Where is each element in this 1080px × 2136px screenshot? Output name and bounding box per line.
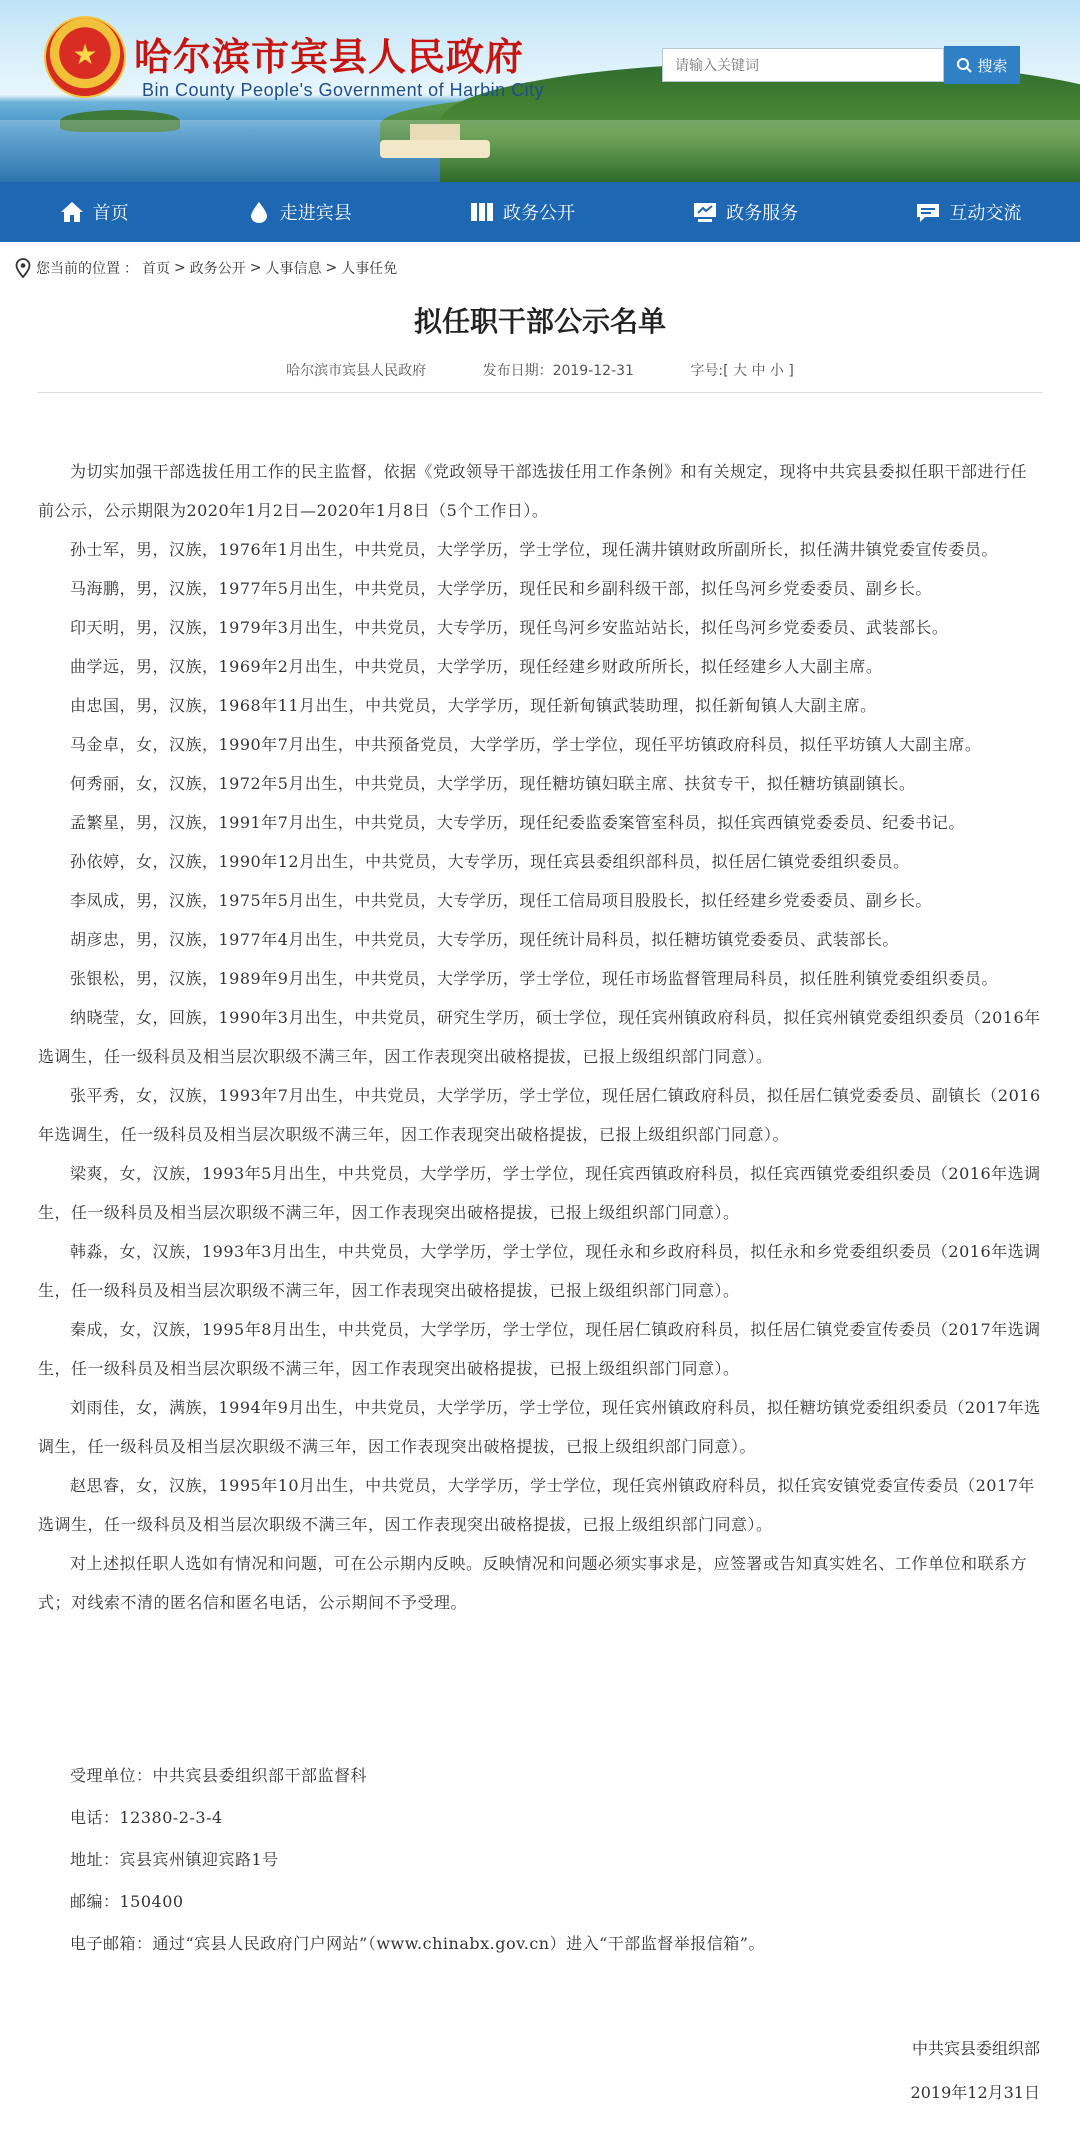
nav-item-about[interactable] (246, 199, 352, 225)
article-paragraph: 马金卓，女，汉族，1990年7月出生，中共预备党员，大学学历，学士学位，现任平坊镇政府科员，拟任平坊镇人大副主席。 (70, 735, 982, 754)
nav-item-label: 首页 (92, 203, 129, 224)
article-paragraph: 为切实加强干部选拔任用工作的民主监督，依据《党政领导干部选拔任用工作条例》和有关规定，现将中共宾县委拟任职干部进行任前公示，公示期限为2020年1月2日—2020年1月8日（5个工作日）。 (38, 462, 1028, 520)
article-paragraph: 李凤成，男，汉族，1975年5月出生，中共党员，大专学历，现任工信局项目股股长，拟任经建乡党委委员、副乡长。 (70, 891, 932, 910)
contact-postcode: 邮编：150400 (70, 1892, 184, 1911)
article-paragraph: 孟繁星，男，汉族，1991年7月出生，中共党员，大专学历，现任纪委监委案管室科员，拟任宾西镇党委委员、纪委书记。 (70, 813, 965, 832)
signature: 中共宾县委组织部 (911, 2039, 1040, 2058)
nav-item-affairs[interactable] (469, 199, 575, 225)
nav-item-label: 互动交流 (949, 203, 1022, 224)
nav-item-home[interactable] (59, 199, 129, 225)
site-subtitle: Bin County People's Government of Harbin City (142, 80, 545, 100)
nav-item-label: 政务服务 (726, 203, 799, 224)
banner-water (0, 120, 1080, 182)
article-paragraph: 纳晓莹，女，回族，1990年3月出生，中共党员，研究生学历，硕士学位，现任宾州镇政府科员，拟任宾州镇党委组织委员（2016年选调生，任一级科员及相当层次职级不满三年，因工作表现突出破格提拔，已报上级组织部门同意）。 (38, 1008, 1041, 1066)
article-paragraph: 孙依婷，女，汉族，1990年12月出生，中共党员，大专学历，现任宾县委组织部科员，拟任居仁镇党委组织委员。 (70, 852, 910, 871)
font-size-switcher[interactable]: 字号:[ 大 中 小 ] (690, 363, 794, 379)
article-paragraph: 马海鹏，男，汉族，1977年5月出生，中共党员，大学学历，现任民和乡副科级干部，拟任鸟河乡党委委员、副乡长。 (70, 579, 932, 598)
header-banner (0, 0, 1080, 182)
signature-date: 2019年12月31日 (910, 2083, 1040, 2102)
contact-info (38, 1755, 1042, 1965)
breadcrumb-appointments[interactable]: 人事任免 (341, 261, 398, 277)
contact-address: 地址：宾县宾州镇迎宾路1号 (70, 1850, 279, 1869)
article-date: 发布日期：2019-12-31 (482, 363, 634, 379)
search-icon (956, 57, 972, 73)
article-paragraph: 对上述拟任职人选如有情况和问题，可在公示期内反映。反映情况和问题必须实事求是，应签署或告知真实姓名、工作单位和联系方式；对线索不清的匿名信和匿名电话，公示期间不予受理。 (38, 1554, 1028, 1612)
contact-unit: 受理单位：中共宾县委组织部干部监督科 (70, 1766, 368, 1785)
site-title[interactable]: 哈尔滨市宾县人民政府 (134, 34, 525, 79)
article-paragraph: 曲学远，男，汉族，1969年2月出生，中共党员，大学学历，现任经建乡财政所所长，拟任经建乡人大副主席。 (70, 657, 883, 676)
article-paragraph: 孙士军，男，汉族，1976年1月出生，中共党员，大学学历，学士学位，现任满井镇财政所副所长，拟任满井镇党委宣传委员。 (70, 540, 998, 559)
chat-icon (915, 200, 941, 224)
article-paragraph: 刘雨佳，女，满族，1994年9月出生，中共党员，大学学历，学士学位，现任宾州镇政府科员，拟任糖坊镇党委组织委员（2017年选调生，任一级科员及相当层次职级不满三年，因工作表现突出破格提拔，已报上级组织部门同意）。 (38, 1398, 1041, 1456)
breadcrumb-home[interactable]: 首页 (142, 261, 170, 277)
search-button-label: 搜索 (977, 56, 1008, 75)
contact-phone: 电话：12380-2-3-4 (70, 1808, 223, 1827)
nav-item-label: 走进宾县 (279, 203, 352, 224)
monitor-icon (692, 200, 718, 224)
article-paragraph: 张银松，男，汉族，1989年9月出生，中共党员，大学学历，学士学位，现任市场监督管理局科员，拟任胜利镇党委组织委员。 (70, 969, 998, 988)
article-paragraph: 梁爽，女，汉族，1993年5月出生，中共党员，大学学历，学士学位，现任宾西镇政府科员，拟任宾西镇党委组织委员（2016年选调生，任一级科员及相当层次职级不满三年，因工作表现突出破格提拔，已报上级组织部门同意）。 (38, 1164, 1041, 1222)
article-paragraph: 何秀丽，女，汉族，1972年5月出生，中共党员，大学学历，现任糖坊镇妇联主席、扶贫专干，拟任糖坊镇副镇长。 (70, 774, 916, 793)
main-nav (0, 182, 1080, 242)
drop-icon (246, 200, 272, 224)
national-emblem-icon: ★ (44, 16, 126, 98)
home-icon (59, 200, 85, 224)
article-paragraph: 赵思睿，女，汉族，1995年10月出生，中共党员，大学学历，学士学位，现任宾州镇政府科员，拟任宾安镇党委宣传委员（2017年选调生，任一级科员及相当层次职级不满三年，因工作表现突出破格提拔，已报上级组织部门同意）。 (38, 1476, 1035, 1534)
search-input[interactable] (662, 48, 944, 82)
article-paragraph: 秦成，女，汉族，1995年8月出生，中共党员，大学学历，学士学位，现任居仁镇政府科员，拟任居仁镇党委宣传委员（2017年选调生，任一级科员及相当层次职级不满三年，因工作表现突出破格提拔，已报上级组织部门同意）。 (38, 1320, 1041, 1378)
location-pin-icon (14, 258, 32, 278)
article-body (38, 452, 1042, 1622)
breadcrumb-personnel[interactable]: 人事信息 (265, 261, 322, 277)
nav-item-label: 政务公开 (502, 203, 575, 224)
article-source: 哈尔滨市宾县人民政府 (286, 363, 427, 379)
page-title: 拟任职干部公示名单 (413, 305, 666, 338)
article-paragraph: 张平秀，女，汉族，1993年7月出生，中共党员，大学学历，学士学位，现任居仁镇政府科员，拟任居仁镇党委委员、副镇长（2016年选调生，任一级科员及相当层次职级不满三年，因工作表现突出破格提拔，已报上级组织部门同意）。 (38, 1086, 1041, 1144)
banner-boat (380, 140, 490, 158)
article-paragraph: 胡彦忠，男，汉族，1977年4月出生，中共党员，大专学历，现任统计局科员，拟任糖坊镇党委委员、武装部长。 (70, 930, 899, 949)
nav-item-interaction[interactable] (915, 199, 1021, 225)
search-button[interactable] (944, 46, 1020, 84)
contact-email: 电子邮箱：通过“宾县人民政府门户网站”（www.chinabx.gov.cn）进入“干部监督举报信箱”。 (70, 1934, 765, 1953)
breadcrumb: 您当前的位置 ： 首页 > 政务公开 > 人事信息 > 人事任免 (14, 258, 397, 278)
breadcrumb-prefix: 您当前的位置 (36, 261, 120, 277)
article-meta (0, 360, 1080, 380)
article-paragraph: 韩淼，女，汉族，1993年3月出生，中共党员，大学学历，学士学位，现任永和乡政府科员，拟任永和乡党委组织委员（2016年选调生，任一级科员及相当层次职级不满三年，因工作表现突出破格提拔，已报上级组织部门同意）。 (38, 1242, 1041, 1300)
article-paragraph: 由忠国，男，汉族，1968年11月出生，中共党员，大学学历，现任新甸镇武装助理，拟任新甸镇人大副主席。 (70, 696, 877, 715)
nav-item-services[interactable] (692, 199, 798, 225)
breadcrumb-affairs[interactable]: 政务公开 (189, 261, 246, 277)
divider (38, 392, 1042, 393)
article-paragraph: 印天明，男，汉族，1979年3月出生，中共党员，大专学历，现任鸟河乡安监站站长，拟任鸟河乡党委委员、武装部长。 (70, 618, 949, 637)
book-icon (469, 200, 495, 224)
